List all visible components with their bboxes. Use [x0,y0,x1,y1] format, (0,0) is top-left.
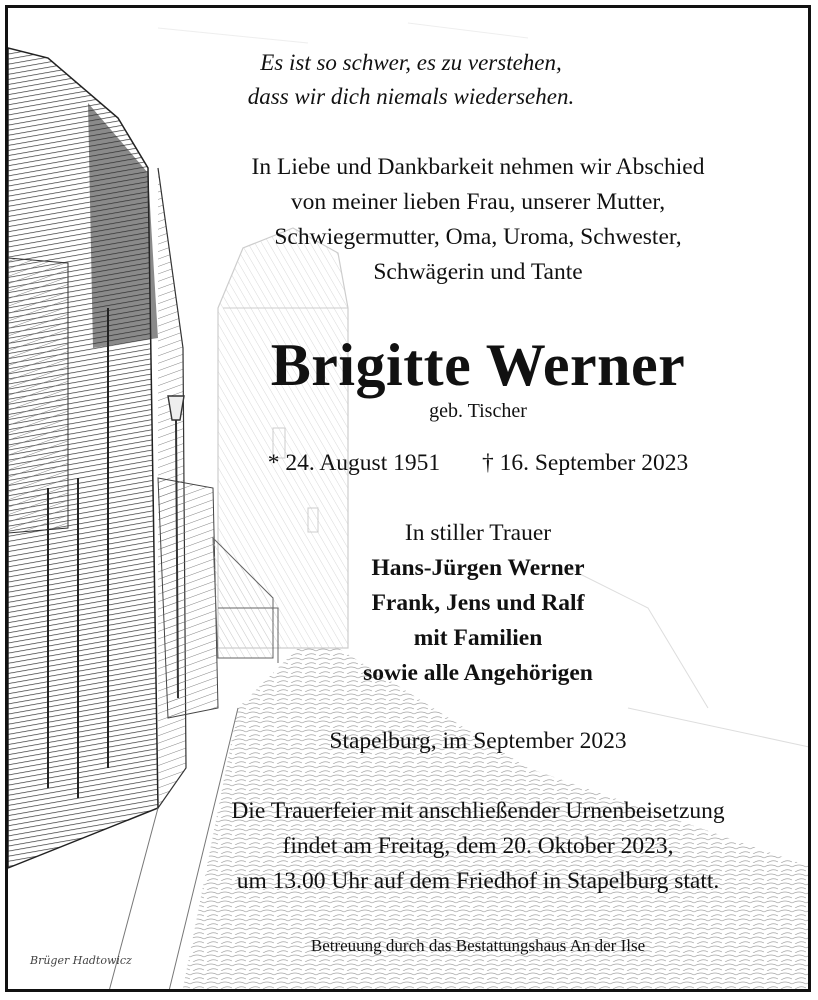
deceased-name: Brigitte Werner [270,332,686,398]
farewell-intro [148,150,808,290]
intro-line: Schwägerin und Tante [373,259,583,285]
mourners-block [148,516,808,691]
obituary-notice [5,5,811,992]
undertaker-credit: Betreuung durch das Bestattungshaus An der Ilse [310,936,646,955]
maiden-name: geb. Tischer [429,400,527,422]
funeral-line: Die Trauerfeier mit anschließender Urnenbeisetzung [231,798,725,824]
birth-date: * 24. August 1951 [267,450,441,476]
funeral-line: um 13.00 Uhr auf dem Friedhof in Stapelburg statt. [236,868,720,894]
mourner-name: mit Familien [413,625,543,651]
mourner-name: Hans-Jürgen Werner [371,555,585,581]
mourner-name: sowie alle Angehörigen [363,660,593,686]
intro-line: Schwiegermutter, Oma, Uroma, Schwester, [274,224,682,250]
mourning-heading: In stiller Trauer [404,520,552,546]
verse-line: Es ist so schwer, es zu verstehen, [260,50,562,75]
artist-signature: Brüger Hadtowicz [30,954,132,967]
memorial-verse [8,46,811,114]
life-dates [148,446,808,480]
mourner-name: Frank, Jens und Ralf [371,590,585,616]
funeral-info [148,794,808,899]
death-date: † 16. September 2023 [481,450,689,476]
funeral-line: findet am Freitag, dem 20. Oktober 2023, [282,833,674,859]
verse-line: dass wir dich niemals wiedersehen. [247,84,575,109]
intro-line: In Liebe und Dankbarkeit nehmen wir Abschied [251,154,705,180]
intro-line: von meiner lieben Frau, unserer Mutter, [290,189,666,215]
place-and-date: Stapelburg, im September 2023 [329,728,627,754]
